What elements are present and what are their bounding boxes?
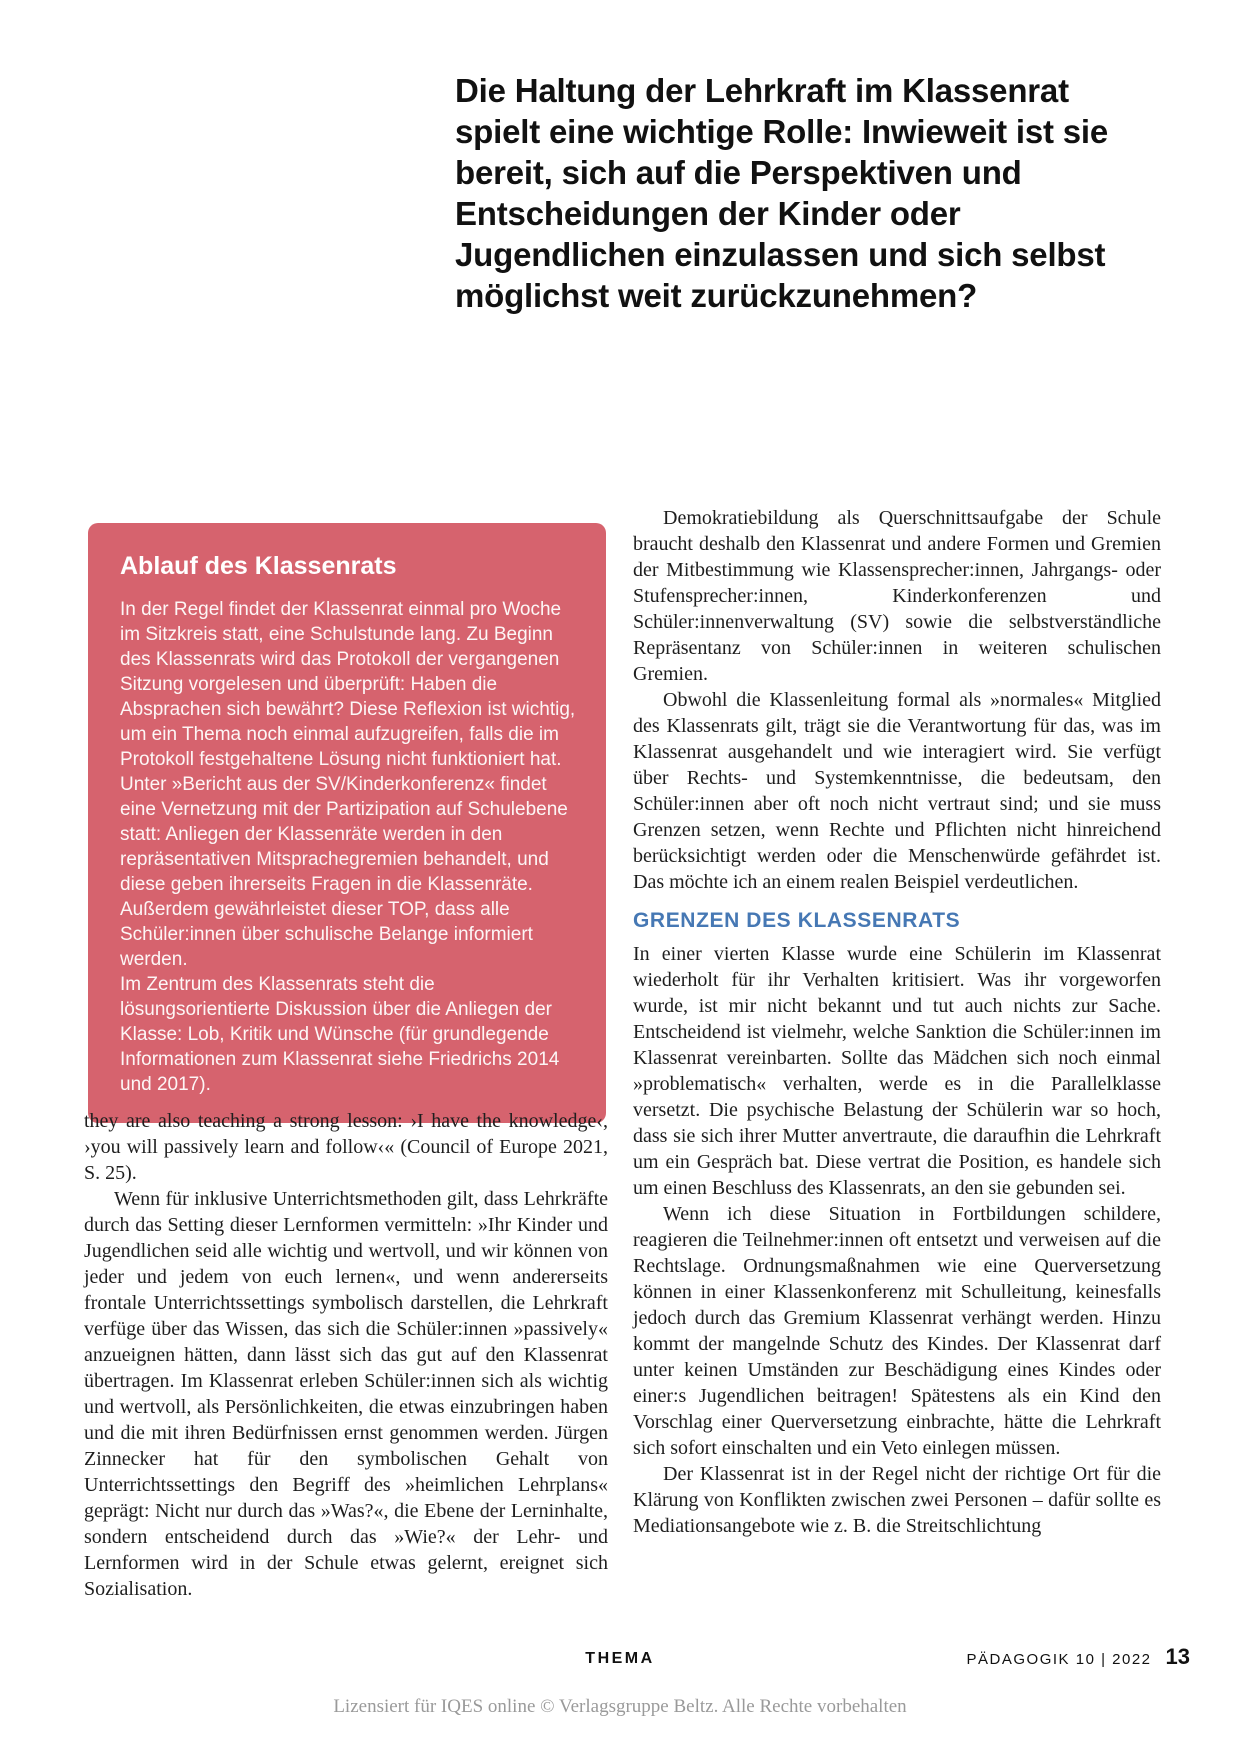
body-paragraph: Wenn für inklusive Unterrichtsmethoden gilt, dass Lehrkräfte durch das Setting dieser Lernformen vermitteln: »Ihr Kinder und Jugendlichen seid alle wichtig und wertvoll, und wir können von jeder und jedem von euch lernen«, und wenn andererseits frontale Unterrichtssettings symbolisch darstellen, die Lehrkraft verfüge über das Wissen, das sich die Schüler:innen »passively« anzueignen hätten, dann lässt sich das gut auf den Klassenrat übertragen. Im Klassenrat erleben Schüler:innen sich als wichtig und wertvoll, als Persönlichkeiten, die etwas einzubringen haben und die mit ihren Bedürfnissen ernst genommen werden. Jürgen Zinnecker hat für den symbolischen Gehalt von Unterrichtssettings den Begriff des »heimlichen Lehrplans« geprägt: Nicht nur durch das »Was?«, die Ebene der Lerninhalte, sondern entscheidend durch das »Wie?« der Lehr- und Lernformen wird in der Schule etwas gelernt, ereignet sich Sozialisation. xyxy=(84,1188,608,1600)
article-title: Die Haltung der Lehrkraft im Klassenrat spielt eine wichtige Rolle: Inwieweit ist sie bereit, sich auf die Perspektiven und Entscheidungen der Kinder oder Jugendlichen einzulassen und sich selbst möglichst weit zurückzunehmen? xyxy=(455,72,1108,314)
page-number: 13 xyxy=(1165,1644,1190,1669)
info-box-paragraph: Im Zentrum des Klassenrats steht die lösungsorientierte Diskussion über die Anliegen der Klasse: Lob, Kritik und Wünsche (für grundlegende Informationen zum Klassenrat siehe Friedrichs 2014 und 2017). xyxy=(120,974,560,1095)
body-paragraph: Wenn ich diese Situation in Fortbildungen schildere, reagieren die Teilnehmer:innen oft entsetzt und verweisen auf die Rechtslage. Ordnungsmaßnahmen wie eine Querversetzung können in einer Klassenkonferenz mit Schulleitung, keinesfalls jedoch durch das Gremium Klassenrat verhängt werden. Hinzu kommt der mangelnde Schutz des Kindes. Der Klassenrat darf unter keinen Umständen zur Beschädigung eines Kindes oder einer:s Jugendlichen beitragen! Spätestens als ein Kind den Vorschlag einer Querversetzung einbrachte, hätte die Lehrkraft sich sofort einschalten und ein Veto einlegen müssen. xyxy=(633,1203,1161,1459)
journal-name: PÄDAGOGIK 10 | 2022 xyxy=(966,1651,1152,1668)
footer-section-label: THEMA xyxy=(585,1650,655,1667)
footer-journal xyxy=(967,1644,1190,1670)
info-box-title: Ablauf des Klassenrats xyxy=(120,552,397,580)
body-paragraph: Demokratiebildung als Querschnittsaufgabe der Schule braucht deshalb den Klassenrat und andere Formen und Gremien der Mitbestimmung wie Klassensprecher:innen, Jahrgangs- oder Stufensprecher:innen, Kinderkonferenzen und Schüler:innenverwaltung (SV) sowie die selbstverständliche Repräsentanz von Schüler:innen in weiteren schulischen Gremien. xyxy=(633,507,1161,685)
info-box-paragraph: Unter »Bericht aus der SV/Kinderkonferenz« findet eine Vernetzung mit der Partizipation auf Schulebene statt: Anliegen der Klassenräte werden in den repräsentativen Mitsprachegremien behandelt, und diese geben ihrerseits Fragen in die Klassenräte. Außerdem gewährleistet dieser TOP, dass alle Schüler:innen über schulische Belange informiert werden. xyxy=(120,774,568,970)
left-column xyxy=(84,1108,608,1602)
body-paragraph: they are also teaching a strong lesson: ›I have the knowledge‹, ›you will passively learn and follow‹« (Council of Europe 2021, S. 25). xyxy=(84,1110,608,1184)
info-box-paragraph: In der Regel findet der Klassenrat einmal pro Woche im Sitzkreis statt, eine Schulstunde lang. Zu Beginn des Klassenrats wird das Protokoll der vergangenen Sitzung vorgelesen und überprüft: Haben die Absprachen sich bewährt? Diese Reflexion ist wichtig, um ein Thema noch einmal aufzugreifen, falls die im Protokoll festgehaltene Lösung nicht funktioniert hat. xyxy=(120,599,576,770)
body-paragraph: Obwohl die Klassenleitung formal als »normales« Mitglied des Klassenrats gilt, trägt sie die Verantwortung für das, was im Klassenrat ausgehandelt und wie interagiert wird. Sie verfügt über Rechts- und Systemkenntnisse, die bedeutsam, den Schüler:innen aber oft noch nicht vertraut sind; und sie muss Grenzen setzen, wenn Rechte und Pflichten nicht hinreichend berücksichtigt werden oder die Menschenwürde gefährdet ist. Das möchte ich an einem realen Beispiel verdeutlichen. xyxy=(633,689,1161,893)
license-note: Lizensiert für IQES online © Verlagsgruppe Beltz. Alle Rechte vorbehalten xyxy=(333,1696,907,1717)
body-paragraph: Der Klassenrat ist in der Regel nicht der richtige Ort für die Klärung von Konflikten zwischen zwei Personen – dafür sollte es Mediationsangebote wie z. B. die Streitschlichtung xyxy=(633,1463,1161,1537)
body-paragraph: In einer vierten Klasse wurde eine Schülerin im Klassenrat wiederholt für ihr Verhalten kritisiert. Was ihr vorgeworfen wurde, ist mir nicht bekannt und tut auch nichts zur Sache. Entscheidend ist vielmehr, welche Sanktion die Schüler:innen im Klassenrat vereinbarten. Sollte das Mädchen sich noch einmal »problematisch« verhalten, werde es in die Parallelklasse versetzt. Die psychische Belastung der Schülerin war so hoch, dass sie sich ihrer Mutter anvertraute, die daraufhin die Lehrkraft um ein Gespräch bat. Diese vertrat die Position, es handele sich um einen Beschluss des Klassenrats, an den sie gebunden sei. xyxy=(633,943,1161,1199)
right-column xyxy=(633,505,1161,1539)
section-heading: GRENZEN DES KLASSENRATS xyxy=(633,909,961,932)
info-box xyxy=(88,523,606,1123)
